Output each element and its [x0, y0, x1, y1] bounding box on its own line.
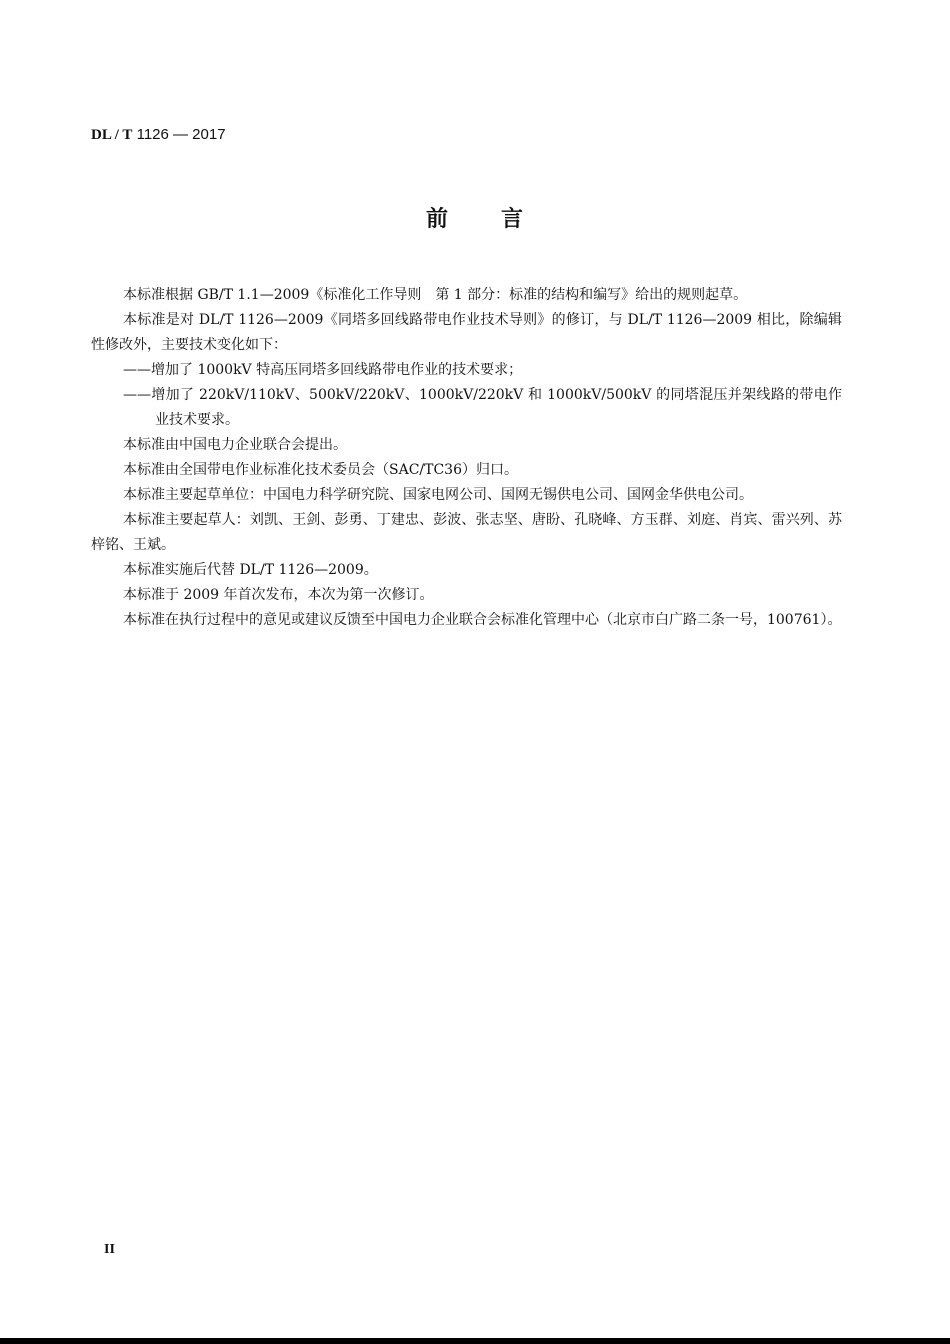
page-number: II — [104, 1242, 115, 1257]
paragraph-drafters: 本标准主要起草人：刘凯、王剑、彭勇、丁建忠、彭波、张志坚、唐盼、孔晓峰、方玉群、刘庭、肖宾、雷兴列、苏梓铭、王斌。 — [91, 512, 842, 553]
title-char-2: 言 — [501, 207, 525, 232]
paragraph-managed-by: 本标准由全国带电作业标准化技术委员会（SAC/TC36）归口。 — [123, 462, 518, 478]
bottom-edge-bar — [0, 1338, 950, 1344]
foreword-body — [91, 283, 842, 633]
title-char-1: 前 — [425, 207, 449, 232]
change-item-2: ——增加了 220kV/110kV、500kV/220kV、1000kV/220kV 和 1000kV/500kV 的同塔混压并架线路的带电作业技术要求。 — [123, 387, 842, 428]
standard-prefix: DL / T — [91, 127, 133, 143]
standard-number: 1126 — 2017 — [132, 126, 226, 143]
paragraph-drafting-rules: 本标准根据 GB/T 1.1—2009《标准化工作导则 第 1 部分：标准的结构和编写》给出的规则起草。 — [123, 287, 748, 303]
paragraph-history: 本标准于 2009 年首次发布，本次为第一次修订。 — [123, 587, 434, 603]
paragraph-proposed-by: 本标准由中国电力企业联合会提出。 — [123, 437, 347, 453]
page-title — [0, 203, 950, 237]
change-item-1: ——增加了 1000kV 特高压同塔多回线路带电作业的技术要求； — [123, 362, 523, 378]
paragraph-revision: 本标准是对 DL/T 1126—2009《同塔多回线路带电作业技术导则》的修订，与 DL/T 1126—2009 相比，除编辑性修改外，主要技术变化如下： — [91, 312, 842, 353]
paragraph-drafting-units: 本标准主要起草单位：中国电力科学研究院、国家电网公司、国网无锡供电公司、国网金华供电公司。 — [123, 487, 753, 503]
paragraph-replaces: 本标准实施后代替 DL/T 1126—2009。 — [123, 562, 378, 578]
running-header — [91, 124, 226, 145]
paragraph-feedback: 本标准在执行过程中的意见或建议反馈至中国电力企业联合会标准化管理中心（北京市白广路二条一号，100761）。 — [123, 612, 842, 628]
